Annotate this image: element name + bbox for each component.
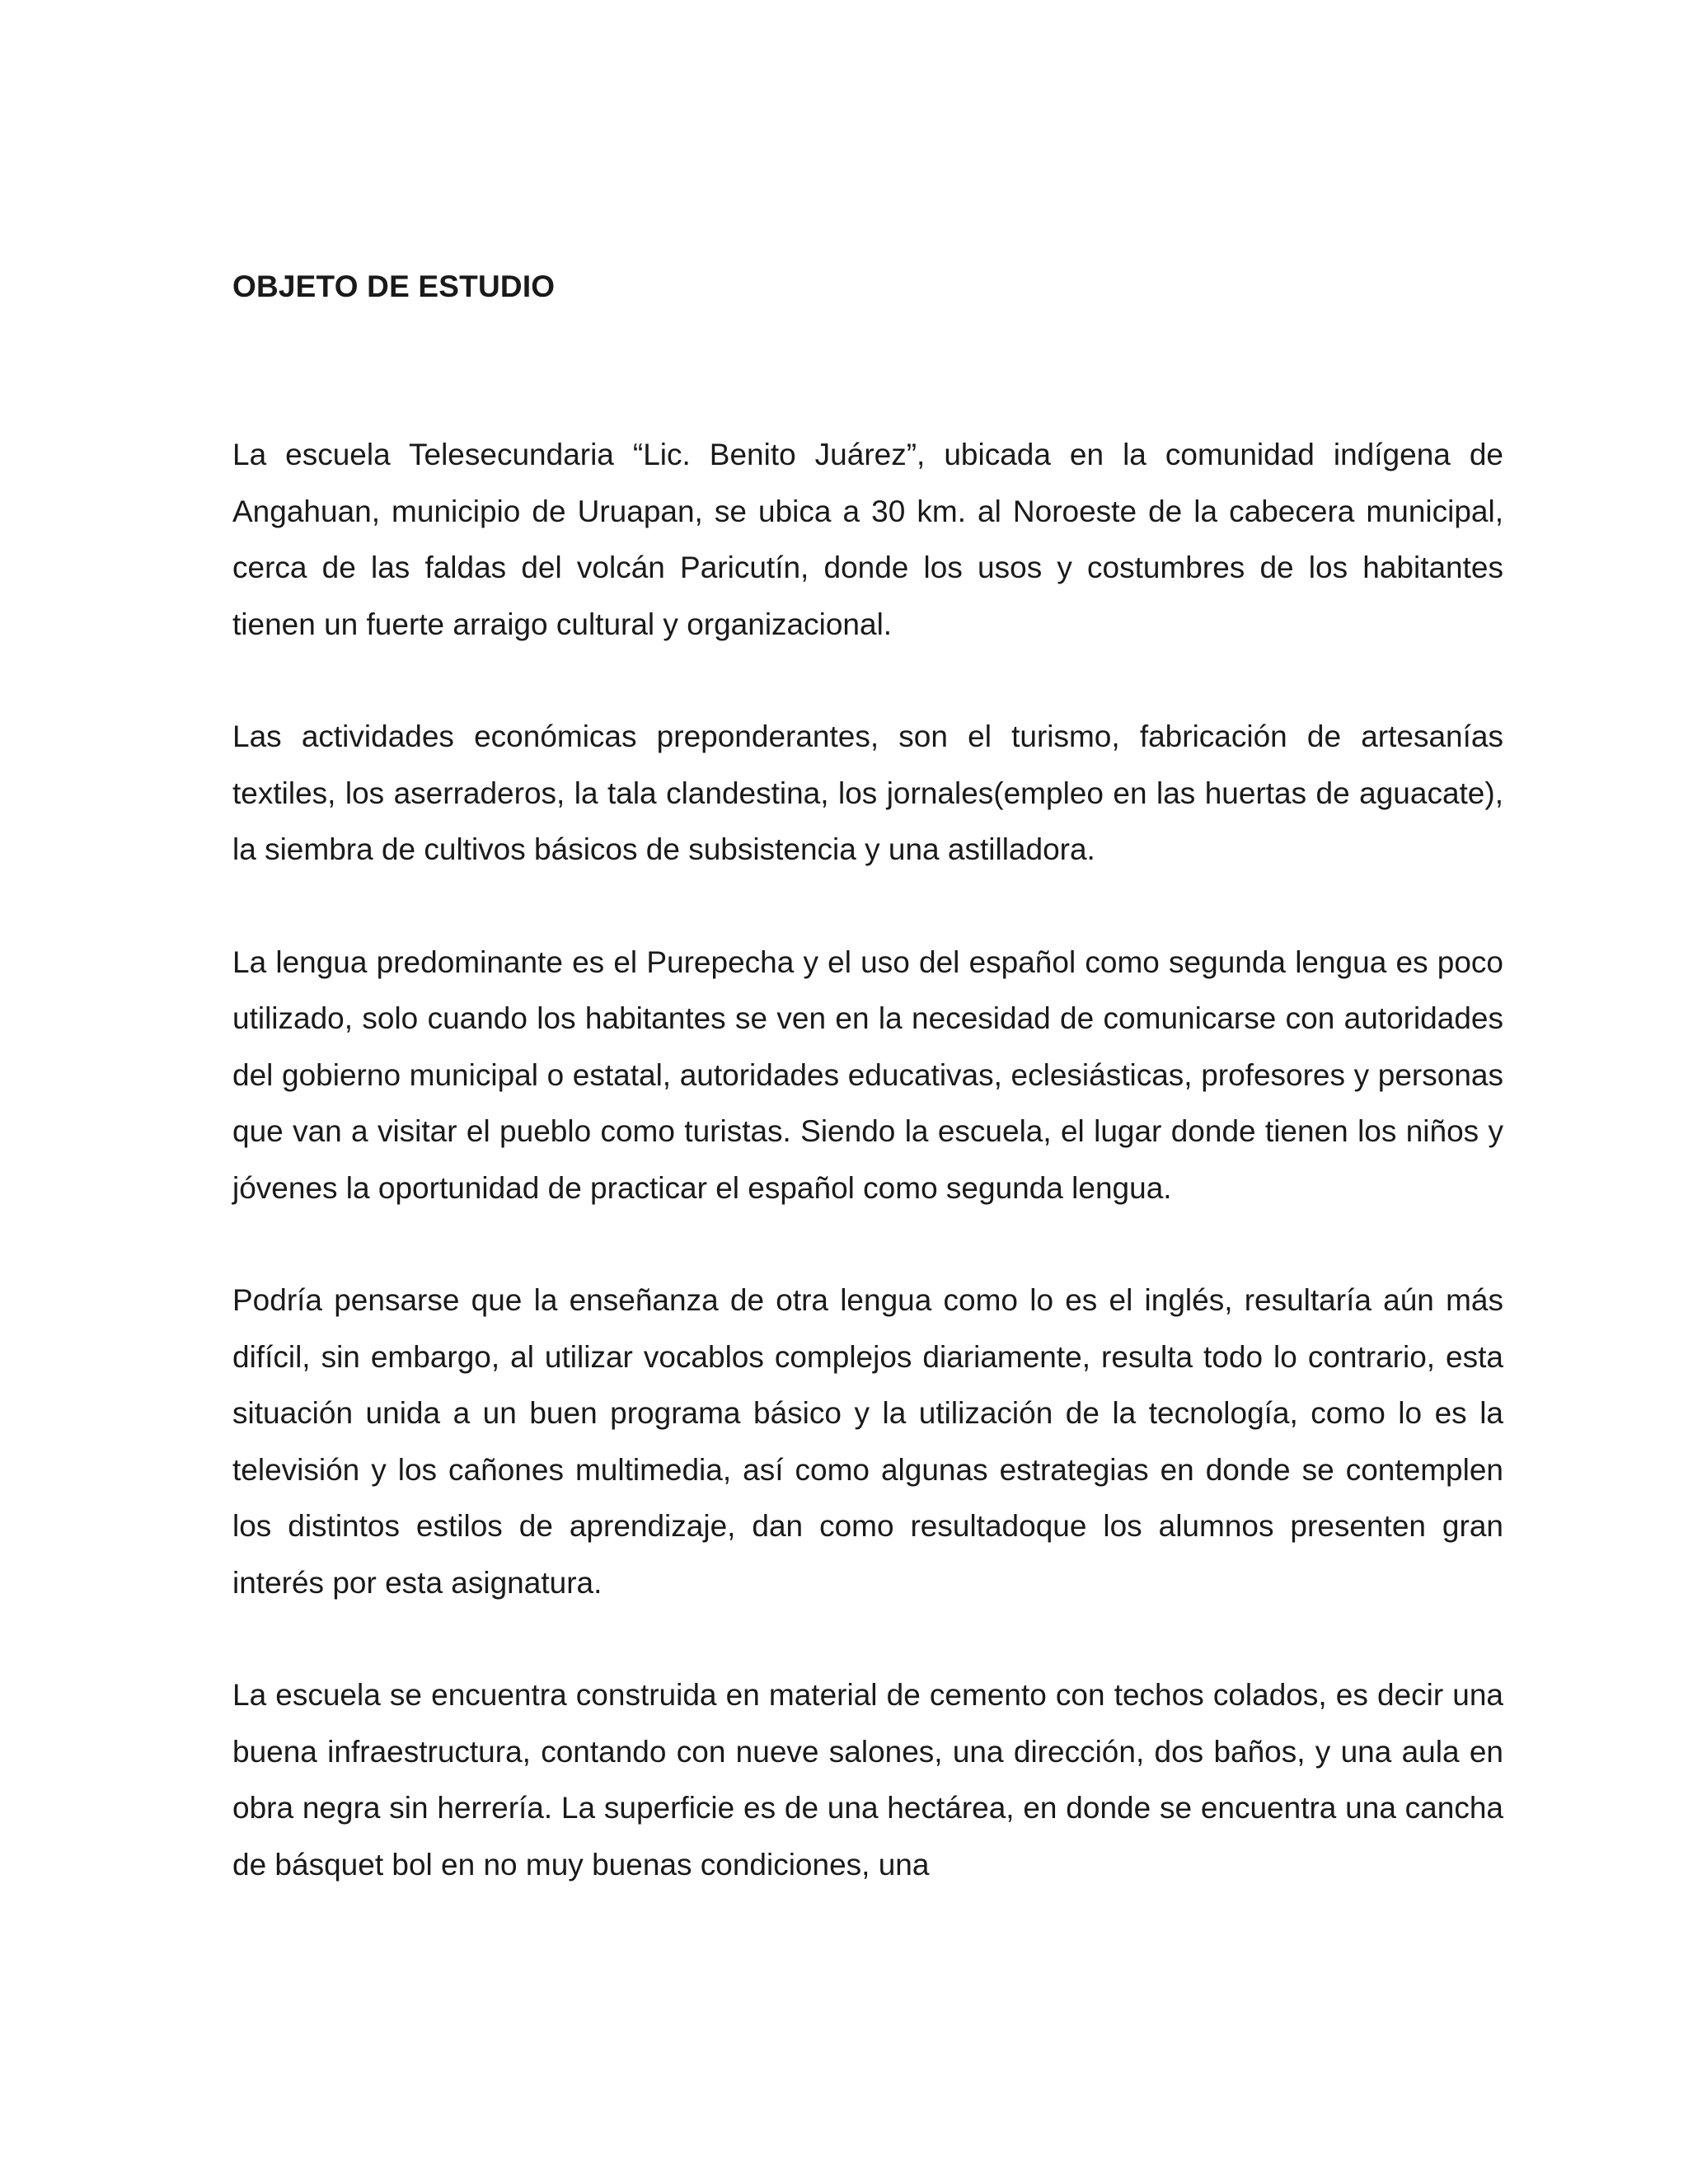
paragraph-location: La escuela Telesecundaria “Lic. Benito Juárez”, ubicada en la comunidad indígena de Angahuan, municipio de Uruapan, se ubica a 30 km. al Noroeste de la cabecera municipal, cerca de las faldas del volcán Paricutín, donde los usos y costumbres de los habitantes tienen un fuerte arraigo cultural y organizacional. — [232, 438, 1503, 641]
paragraph-infrastructure: La escuela se encuentra construida en material de cemento con techos colados, es decir una buena infraestructura, contando con nueve salones, una dirección, dos baños, y una aula en obra negra sin herrería. La superficie es de una hectárea, en donde se encuentra una cancha de básquet bol en no muy buenas condiciones, una — [232, 1678, 1503, 1882]
paragraph-economy: Las actividades económicas preponderantes, son el turismo, fabricación de artesanías textiles, los aserraderos, la tala clandestina, los jornales(empleo en las huertas de aguacate), la siembra de cultivos básicos de subsistencia y una astilladora. — [232, 719, 1503, 866]
section-heading: OBJETO DE ESTUDIO — [232, 269, 556, 303]
document-body — [232, 262, 1503, 1949]
paragraph-language: La lengua predominante es el Purepecha y el uso del español como segunda lengua es poco utilizado, solo cuando los habitantes se ven en la necesidad de comunicarse con autoridades del gobierno municipal o estatal, autoridades educativas, eclesiásticas, profesores y personas que van a visitar el pueblo como turistas. Siendo la escuela, el lugar donde tienen los niños y jóvenes la oportunidad de practicar el español como segunda lengua. — [232, 944, 1503, 1205]
paragraph-english-teaching: Podría pensarse que la enseñanza de otra lengua como lo es el inglés, resultaría aún más difícil, sin embargo, al utilizar vocablos complejos diariamente, resulta todo lo contrario, esta situación unida a un buen programa básico y la utilización de la tecnología, como lo es la televisión y los cañones multimedia, así como algunas estrategias en donde se contemplen los distintos estilos de aprendizaje, dan como resultadoque los alumnos presenten gran interés por esta asignatura. — [232, 1283, 1503, 1600]
